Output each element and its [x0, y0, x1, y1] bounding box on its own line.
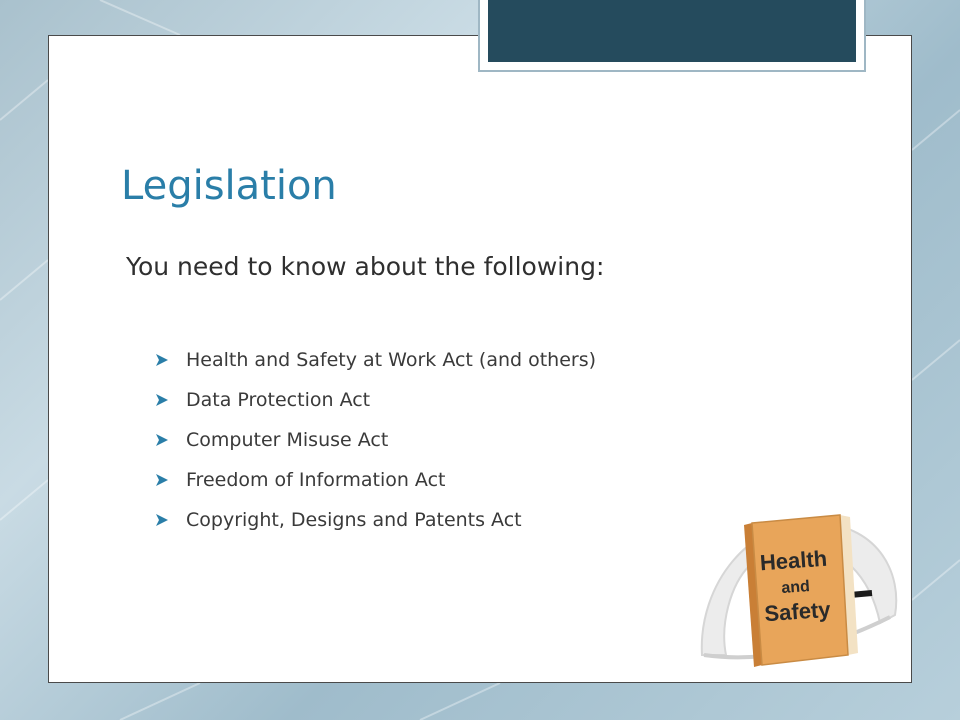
- bullet-text: Copyright, Designs and Patents Act: [186, 509, 522, 531]
- title-tab-fill: [488, 0, 856, 62]
- bullet-item: [156, 500, 596, 540]
- bullet-text: Computer Misuse Act: [186, 429, 389, 451]
- diamond-bullet-icon: [156, 354, 168, 366]
- diamond-bullet-icon: [156, 394, 168, 406]
- book-text-line2: and: [780, 578, 811, 597]
- slide-subtitle: You need to know about the following:: [126, 252, 605, 281]
- bullet-list: [156, 340, 596, 540]
- diamond-bullet-icon: [156, 434, 168, 446]
- health-safety-illustration: [690, 505, 910, 680]
- bullet-item: [156, 340, 596, 380]
- title-tab-decoration: [478, 0, 866, 72]
- book-text-line1: Health: [759, 545, 828, 576]
- diamond-bullet-icon: [156, 474, 168, 486]
- bullet-text: Data Protection Act: [186, 389, 371, 411]
- diamond-bullet-icon: [156, 514, 168, 526]
- book-text-line3: Safety: [763, 596, 832, 627]
- bullet-item: [156, 380, 596, 420]
- bullet-text: Health and Safety at Work Act (and others): [186, 349, 597, 371]
- bullet-text: Freedom of Information Act: [186, 469, 446, 491]
- slide-title: Legislation: [121, 163, 337, 209]
- bullet-item: [156, 420, 596, 460]
- book-icon: [744, 515, 858, 667]
- bullet-item: [156, 460, 596, 500]
